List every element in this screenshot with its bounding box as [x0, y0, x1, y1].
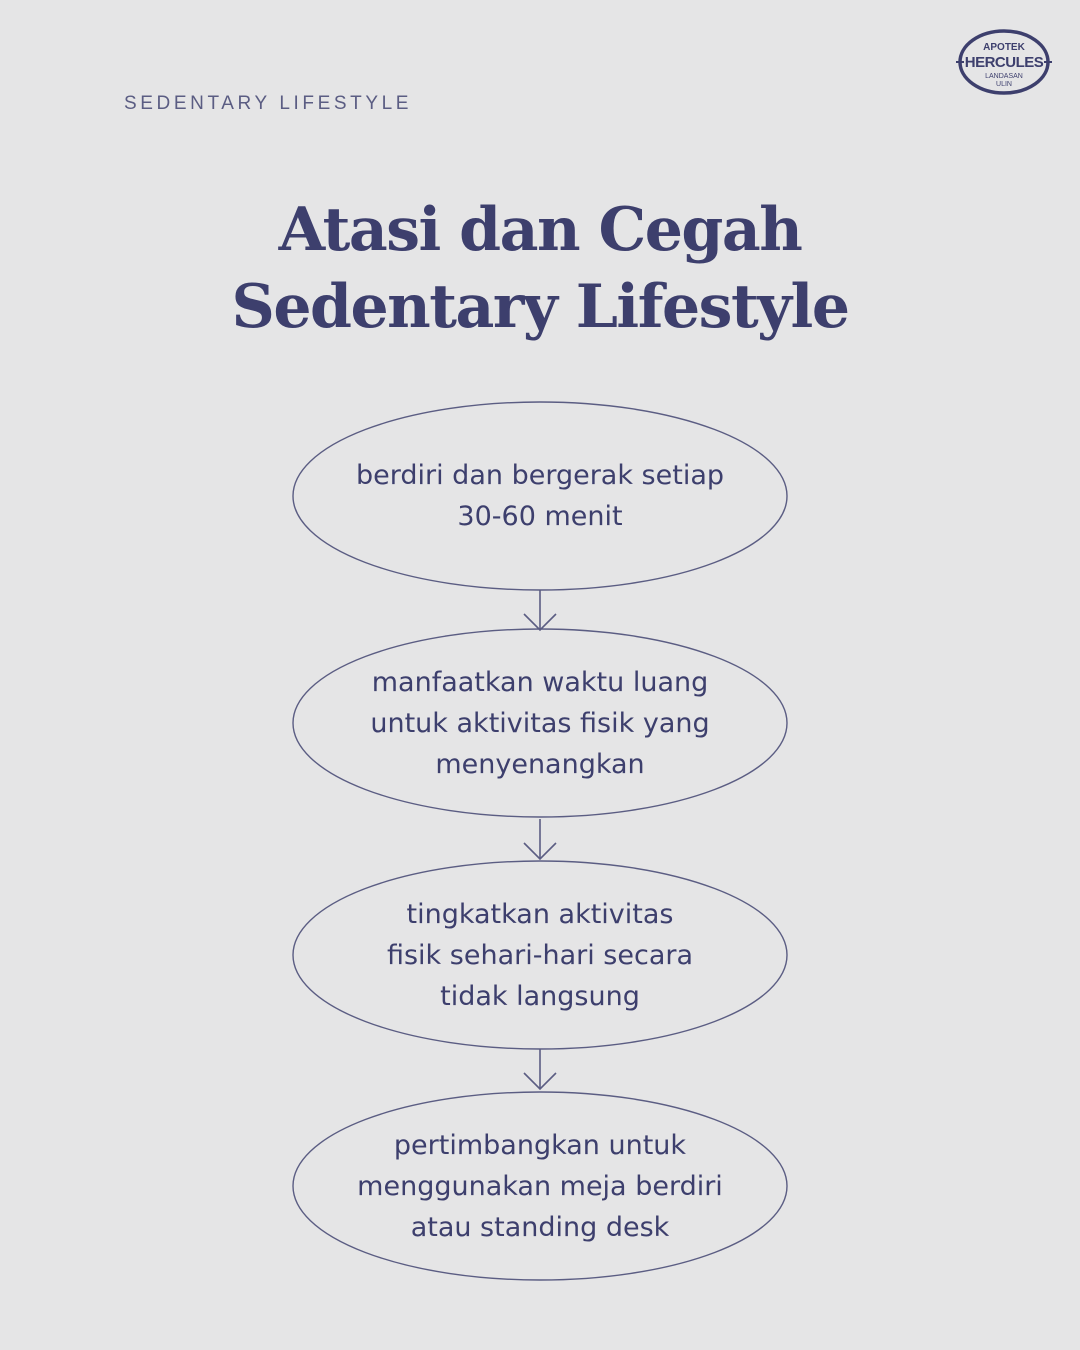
arrow-down-icon [520, 819, 560, 863]
step-text-1: berdiri dan bergerak setiap 30-60 menit [355, 460, 725, 532]
logo-top-text: APOTEK [983, 42, 1025, 53]
logo-line1-text: LANDASAN [985, 73, 1023, 80]
step-text-4: pertimbangkan untuk menggunakan meja berdiri atau standing desk [357, 1129, 723, 1243]
step-node-2 [292, 628, 788, 818]
page-title-line-2: Sedentary Lifestyle [231, 272, 849, 342]
logo-line2-text: ULIN [996, 81, 1012, 88]
arrow-down-icon [520, 1049, 560, 1093]
step-node-3 [292, 860, 788, 1050]
step-node-4 [292, 1091, 788, 1281]
eyebrow-label: SEDENTARY LIFESTYLE [124, 93, 413, 114]
logo-brand-text: HERCULES [964, 54, 1044, 71]
step-text-3: tingkatkan aktivitas fisik sehari-hari secara tidak langsung [386, 898, 694, 1012]
step-node-1 [292, 401, 788, 591]
page-title-line-1: Atasi dan Cegah [278, 195, 802, 265]
step-text-2: manfaatkan waktu luang untuk aktivitas fisik yang menyenangkan [370, 666, 710, 780]
